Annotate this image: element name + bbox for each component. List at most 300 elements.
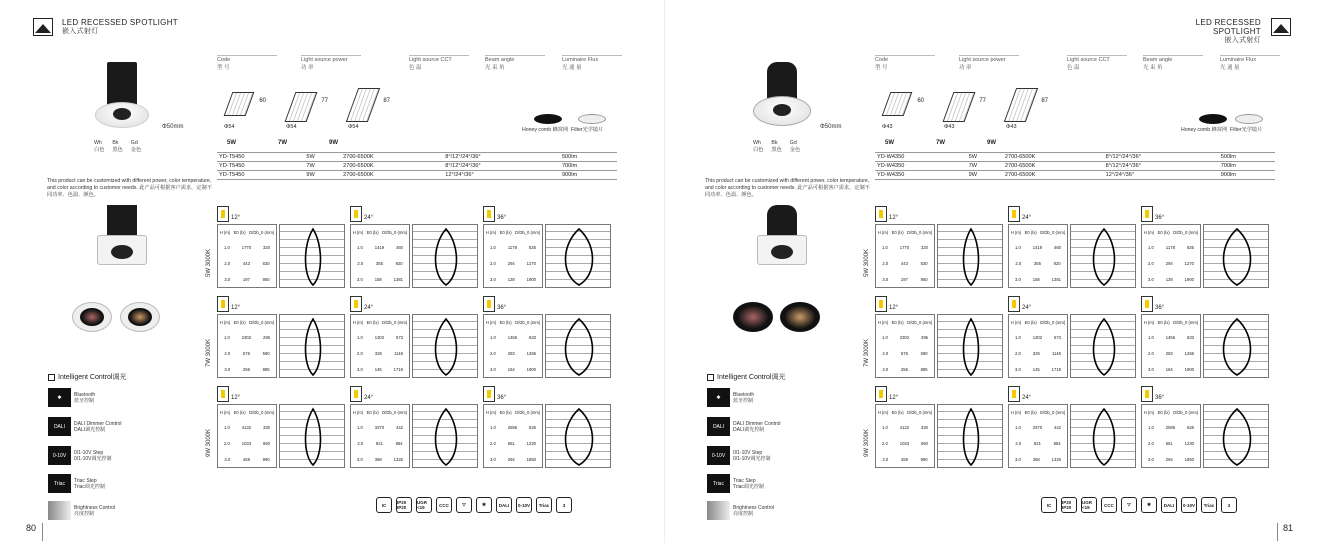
table-cell: 1326 xyxy=(1051,456,1061,462)
cert-icons xyxy=(376,497,572,513)
polar-curve xyxy=(279,404,345,468)
beam-icon xyxy=(1141,206,1153,222)
spec-table xyxy=(217,152,617,180)
control-bluetooth: ✱ Bluetooth 蓝牙控制 xyxy=(48,388,95,407)
table-cell: 633 xyxy=(529,334,536,340)
table-cell: 3.0 xyxy=(1014,456,1021,462)
table-cell: 1456 xyxy=(507,334,518,340)
table-cell: 128 xyxy=(1165,276,1173,282)
table-cell: 355 xyxy=(375,260,383,266)
table-header-cell: H (m) xyxy=(877,319,889,325)
table-cell: 633 xyxy=(1187,334,1194,340)
table-cell: 3.0 xyxy=(224,456,231,462)
beam-angle-label: 36° xyxy=(1155,215,1165,221)
table-row xyxy=(218,239,276,255)
triac-icon: Triac xyxy=(707,474,730,493)
table-cell: 294 xyxy=(1165,456,1173,462)
table-cell: 660 xyxy=(921,440,928,446)
row-label-5w: 5W 3000K xyxy=(206,248,213,278)
dim-drawing-5w: 60 Φ54 xyxy=(220,88,260,128)
spec-table xyxy=(875,152,1275,180)
table-cell: 1900 xyxy=(1184,276,1194,282)
photometric-cell xyxy=(217,296,347,380)
table-header-cell: H (m) xyxy=(1143,409,1155,415)
table-cell: 2302 xyxy=(899,334,910,340)
table-row: YD-T5450 9W 2700-6500K 12°/24°/36° 900lm xyxy=(217,171,617,180)
polar-curve xyxy=(545,314,611,378)
table-cell: 590 xyxy=(262,350,270,356)
watt-labels: 5W 7W 9W xyxy=(227,140,338,146)
photometric-cell xyxy=(1008,386,1138,470)
table-row xyxy=(1142,435,1200,451)
table-row xyxy=(218,361,276,377)
table-header-cell: D/Db_0 (mm) xyxy=(1040,319,1066,325)
table-row xyxy=(351,271,409,287)
table-header-cell: D/Db_0 (mm) xyxy=(907,319,933,325)
table-cell: 459 xyxy=(242,456,250,462)
table-cell: 460 xyxy=(396,244,403,250)
table-cell: 635 xyxy=(528,244,536,250)
table-cell: 3.0 xyxy=(1014,366,1021,372)
table-cell: 164 xyxy=(507,366,515,372)
table-cell: 950 xyxy=(920,276,928,282)
polar-curve xyxy=(1203,314,1269,378)
illuminance-table xyxy=(217,224,277,288)
beam-angle-label: 36° xyxy=(497,395,507,401)
beam-icon xyxy=(217,386,229,402)
table-header-cell: E0 (lx) xyxy=(499,229,512,235)
product-photo-top-a-core xyxy=(80,308,104,326)
cutout-size: Φ50mm xyxy=(162,124,184,130)
beam-angle-label: 24° xyxy=(1022,305,1032,311)
table-row xyxy=(1009,345,1067,361)
table-header-cell: H (m) xyxy=(1010,229,1022,235)
table-header-cell: H (m) xyxy=(485,319,497,325)
table-cell: 1719 xyxy=(1051,366,1061,372)
dimension-drawings xyxy=(220,88,390,130)
beam-icon xyxy=(875,206,887,222)
table-cell: 295 xyxy=(921,334,928,340)
table-cell: 3.0 xyxy=(356,276,363,282)
table-header-cell: E0 (lx) xyxy=(1157,229,1170,235)
table-cell: 197 xyxy=(900,276,908,282)
accessory-labels: Honey comb 蜂窝网 Filter光学镜片 xyxy=(1181,127,1263,133)
color-white: Wh 白色 xyxy=(753,140,764,153)
watt-labels: 5W 7W 9W xyxy=(885,140,996,146)
table-cell: 128 xyxy=(507,276,515,282)
table-cell: 661 xyxy=(1165,440,1173,446)
table-row xyxy=(1009,435,1067,451)
table-row xyxy=(351,361,409,377)
table-header-cell: H (m) xyxy=(219,319,231,325)
beam-angle-label: 24° xyxy=(1022,215,1032,221)
table-row xyxy=(876,255,934,271)
photometric-cell xyxy=(483,296,613,380)
beam-angle-label: 24° xyxy=(364,305,374,311)
table-cell: 635 xyxy=(1186,244,1194,250)
table-cell: 1230 xyxy=(1184,440,1194,446)
table-cell: 1.0 xyxy=(881,424,888,430)
color-options xyxy=(753,140,800,154)
table-cell: 3.0 xyxy=(882,456,889,462)
illuminance-table xyxy=(1141,404,1201,468)
table-header-cell: D/Db_0 (mm) xyxy=(515,319,541,325)
control-triac: Triac Triac Step Triac调光控制 xyxy=(707,474,764,493)
col-cct: Light source CCT 色 温 xyxy=(1067,55,1127,72)
left-page xyxy=(0,0,664,543)
table-row xyxy=(218,451,276,467)
table-row xyxy=(351,329,409,345)
table-cell: 1302 xyxy=(1032,334,1043,340)
table-cell: 885 xyxy=(262,366,270,372)
cert-icons xyxy=(1041,497,1237,513)
dim-drawing-5w: 60 Φ43 xyxy=(878,88,918,128)
table-header-cell: H (m) xyxy=(352,409,364,415)
table-row xyxy=(484,329,542,345)
table-cell: 1178 xyxy=(507,244,517,250)
table-cell: 884 xyxy=(1053,440,1061,446)
control-0-10v: 0-10V 0/1-10V Step 0/1-10V调光控制 xyxy=(48,446,112,465)
illuminance-table xyxy=(483,404,543,468)
table-row xyxy=(484,451,542,467)
beam-angle-label: 24° xyxy=(364,215,374,221)
certification-icon: UGR <19 xyxy=(1081,497,1097,513)
table-header-cell: D/Db_0 (mm) xyxy=(382,229,408,235)
table-cell: 197 xyxy=(242,276,250,282)
table-row xyxy=(484,255,542,271)
table-row xyxy=(1142,271,1200,287)
table-cell: 2.0 xyxy=(1147,260,1154,266)
table-row xyxy=(1142,361,1200,377)
table-header-cell: D/Db_0 (mm) xyxy=(249,409,275,415)
table-row xyxy=(1009,451,1067,467)
photometric-cell xyxy=(1141,296,1271,380)
photometric-cell xyxy=(875,296,1005,380)
table-cell: 294 xyxy=(507,456,515,462)
beam-icon xyxy=(217,296,229,312)
table-cell: 1456 xyxy=(1165,334,1176,340)
table-cell: 590 xyxy=(920,350,928,356)
table-row xyxy=(1142,329,1200,345)
table-header-cell: D/Db_0 (mm) xyxy=(382,319,408,325)
table-row xyxy=(351,451,409,467)
table-row: YD-W4350 7W 2700-6500K 8°/12°/24°/36° 700lm xyxy=(875,162,1275,171)
table-cell: 1900 xyxy=(526,366,536,372)
illuminance-table xyxy=(350,404,410,468)
table-cell: 2.0 xyxy=(223,440,230,446)
table-cell: 283 xyxy=(1165,350,1173,356)
table-cell: 355 xyxy=(1033,260,1041,266)
table-cell: 3.0 xyxy=(224,366,231,372)
beam-angle-label: 12° xyxy=(231,215,241,221)
polar-curve xyxy=(412,314,478,378)
table-cell: 1.0 xyxy=(1147,424,1154,430)
table-cell: 1.0 xyxy=(490,244,496,250)
certification-icon: CCC xyxy=(436,497,452,513)
table-header-cell: E0 (lx) xyxy=(891,229,904,235)
accessory-honeycomb xyxy=(534,114,562,124)
photometric-cell xyxy=(217,206,347,290)
certification-icon: IP20 IP20 xyxy=(396,497,412,513)
polar-curve xyxy=(279,314,345,378)
table-cell: 2.0 xyxy=(882,260,889,266)
cutout-size: Φ50mm xyxy=(820,124,842,130)
table-cell: 885 xyxy=(920,366,928,372)
polar-curve xyxy=(1070,404,1136,468)
table-cell: 442 xyxy=(396,424,403,430)
table-cell: 2.0 xyxy=(489,260,496,266)
table-cell: 2.0 xyxy=(489,350,496,356)
table-cell: 3.0 xyxy=(489,456,496,462)
color-black: Bk 黑色 xyxy=(112,140,123,153)
row-label-7w: 7W 3000K xyxy=(206,338,213,368)
table-cell: 2.0 xyxy=(882,350,889,356)
certification-icon: IC xyxy=(1041,497,1057,513)
table-cell: 1270 xyxy=(526,260,536,266)
dali-icon: DALI xyxy=(707,417,730,436)
beam-angle-label: 12° xyxy=(889,215,899,221)
table-cell: 1326 xyxy=(393,456,403,462)
table-header-cell: H (m) xyxy=(219,229,231,235)
table-cell: 1146 xyxy=(393,350,403,356)
table-row xyxy=(351,239,409,255)
table-header-cell: H (m) xyxy=(1143,229,1155,235)
table-row xyxy=(1009,239,1067,255)
beam-angle-label: 36° xyxy=(1155,305,1165,311)
certification-icon: CCC xyxy=(1101,497,1117,513)
table-cell: 368 xyxy=(374,456,382,462)
table-cell: 3370 xyxy=(1032,424,1043,430)
beam-icon xyxy=(350,386,362,402)
table-cell: 459 xyxy=(900,456,908,462)
table-cell: 3.0 xyxy=(882,366,889,372)
beam-icon xyxy=(483,296,495,312)
table-row xyxy=(1142,419,1200,435)
table-row xyxy=(1142,451,1200,467)
table-header-cell: E0 (lx) xyxy=(366,409,379,415)
table-cell: 368 xyxy=(1032,456,1040,462)
certification-icon: ✱ xyxy=(1141,497,1157,513)
table-row xyxy=(218,435,276,451)
table-cell: 573 xyxy=(396,334,403,340)
page-header: LED RECESSED SPOTLIGHT 嵌入式射灯 xyxy=(1195,18,1261,44)
table-cell: 320 xyxy=(263,244,270,250)
beam-icon xyxy=(1008,386,1020,402)
table-cell: 3.0 xyxy=(224,276,231,282)
col-beam: Beam angle 光 束 角 xyxy=(1143,55,1203,72)
certification-icon: ✱ xyxy=(476,497,492,513)
color-black: Bk 黑色 xyxy=(771,140,782,153)
table-cell: 1.0 xyxy=(881,334,888,340)
table-cell: 1033 xyxy=(899,440,910,446)
photometric-cell xyxy=(350,206,480,290)
custom-note: This product can be customized with different power, color temperature, and color according to customer needs. 此产品可根据客户需求，定制不同功率、色温、颜色。 xyxy=(705,178,870,198)
table-cell: 3.0 xyxy=(1147,366,1154,372)
col-power: Light source power 功 率 xyxy=(959,55,1019,72)
col-beam: Beam angle 光 束 角 xyxy=(485,55,545,72)
color-options xyxy=(94,140,141,154)
beam-icon xyxy=(1008,296,1020,312)
custom-note: This product can be customized with different power, color temperature, and color according to customer needs. 此产品可根据客户需求，定制不同功率、色温、颜色。 xyxy=(47,178,212,198)
table-cell: 443 xyxy=(900,260,908,266)
table-header-cell: E0 (lx) xyxy=(891,319,904,325)
table-row: YD-W4350 5W 2700-6500K 8°/12°/24°/36° 500lm xyxy=(875,153,1275,162)
dali-icon: DALI xyxy=(48,417,71,436)
table-row xyxy=(876,329,934,345)
table-cell: 158 xyxy=(374,276,382,282)
table-row xyxy=(484,345,542,361)
beam-angle-label: 24° xyxy=(364,395,374,401)
square-icon xyxy=(707,374,714,381)
table-row xyxy=(876,361,934,377)
table-header-cell: D/Db_0 (mm) xyxy=(515,409,541,415)
color-gold: Gd 金色 xyxy=(130,140,142,153)
table-cell: 3.0 xyxy=(1014,276,1021,282)
table-cell: 1.0 xyxy=(356,244,363,250)
certification-icon: 0-10V xyxy=(516,497,532,513)
illuminance-table xyxy=(1141,314,1201,378)
beam-angle-label: 12° xyxy=(889,305,899,311)
table-cell: 990 xyxy=(262,456,270,462)
table-cell: 1381 xyxy=(393,276,403,282)
beam-angle-label: 12° xyxy=(231,395,241,401)
dim-drawing-9w: 87 Φ43 xyxy=(1002,88,1042,128)
table-cell: 1.0 xyxy=(1014,244,1021,250)
photometric-cell xyxy=(875,206,1005,290)
table-cell: 2.0 xyxy=(224,350,231,356)
table-cell: 1146 xyxy=(1051,350,1061,356)
illuminance-table xyxy=(483,224,543,288)
table-header-cell: H (m) xyxy=(352,319,364,325)
polar-curve xyxy=(279,224,345,288)
photometric-cell xyxy=(350,296,480,380)
row-label-9w: 9W 3000K xyxy=(864,428,871,458)
table-cell: 2595 xyxy=(507,424,518,430)
table-cell: 821 xyxy=(1033,440,1041,446)
table-row xyxy=(218,271,276,287)
table-cell: 821 xyxy=(375,440,383,446)
brand-logo-icon xyxy=(1271,18,1291,36)
table-row xyxy=(876,239,934,255)
table-header-cell: D/Db_0 (mm) xyxy=(1040,229,1066,235)
beam-angle-label: 36° xyxy=(1155,395,1165,401)
table-cell: 256 xyxy=(900,366,908,372)
table-row xyxy=(351,255,409,271)
table-header-cell: E0 (lx) xyxy=(1024,409,1037,415)
accessory-labels: Honey comb 蜂窝网 Filter光学镜片 xyxy=(522,127,604,133)
table-cell: 2.0 xyxy=(1015,260,1022,266)
photometric-cell xyxy=(350,386,480,470)
table-header-cell: D/Db_0 (mm) xyxy=(1173,229,1199,235)
table-cell: 330 xyxy=(921,424,928,430)
table-header-cell: H (m) xyxy=(1010,409,1022,415)
beam-angle-label: 12° xyxy=(231,305,241,311)
photometric-cell xyxy=(1141,206,1271,290)
table-cell: 1900 xyxy=(1184,366,1194,372)
dim-drawing-7w: 77 Φ54 xyxy=(282,88,322,128)
col-power: Light source power 功 率 xyxy=(301,55,361,72)
beam-angle-label: 36° xyxy=(497,215,507,221)
product-photo-top-a xyxy=(733,302,773,332)
table-cell: 630 xyxy=(262,260,270,266)
polar-curve xyxy=(412,404,478,468)
certification-icon: IP20 IP20 xyxy=(1061,497,1077,513)
table-cell: 626 xyxy=(529,424,536,430)
table-cell: 1302 xyxy=(374,334,385,340)
table-cell: 158 xyxy=(1032,276,1040,282)
table-cell: 3.0 xyxy=(489,276,496,282)
table-header-cell: D/Db_0 (mm) xyxy=(249,319,275,325)
beam-icon xyxy=(1141,386,1153,402)
bluetooth-icon: ✱ xyxy=(48,388,71,407)
accessory-filter xyxy=(578,114,606,124)
dimmer-0-10v-icon: 0-10V xyxy=(707,446,730,465)
table-cell: 626 xyxy=(1187,424,1194,430)
table-header-cell: E0 (lx) xyxy=(1024,229,1037,235)
illuminance-table xyxy=(1008,314,1068,378)
photometric-cell xyxy=(1141,386,1271,470)
dimmer-0-10v-icon: 0-10V xyxy=(48,446,71,465)
table-header-cell: H (m) xyxy=(485,229,497,235)
table-cell: 164 xyxy=(1165,366,1173,372)
table-cell: 1419 xyxy=(1032,244,1043,250)
row-label-7w: 7W 3000K xyxy=(864,338,871,368)
beam-icon xyxy=(350,296,362,312)
table-cell: 294 xyxy=(507,260,515,266)
table-header-cell: E0 (lx) xyxy=(891,409,904,415)
table-header-cell: E0 (lx) xyxy=(499,409,512,415)
illuminance-table xyxy=(875,224,935,288)
table-cell: 1.0 xyxy=(881,244,888,250)
table-cell: 990 xyxy=(920,456,928,462)
illuminance-table xyxy=(875,314,935,378)
control-dali: DALI DALI Dimmer Control DALI调光控制 xyxy=(707,417,781,436)
accessory-filter xyxy=(1235,114,1263,124)
table-cell: 1719 xyxy=(393,366,403,372)
table-cell: 1270 xyxy=(1184,260,1194,266)
table-row xyxy=(351,345,409,361)
illuminance-table xyxy=(217,314,277,378)
photometric-cell xyxy=(875,386,1005,470)
table-row xyxy=(1009,329,1067,345)
square-icon xyxy=(48,374,55,381)
page-number: 81 xyxy=(1283,523,1294,533)
table-cell: 320 xyxy=(921,244,928,250)
brand-logo-icon xyxy=(33,18,53,36)
col-code: Code 型 号 xyxy=(217,55,277,72)
polar-curve xyxy=(1070,224,1136,288)
triac-icon: Triac xyxy=(48,474,71,493)
beam-angle-label: 36° xyxy=(497,305,507,311)
table-cell: 1.0 xyxy=(223,244,230,250)
certification-icon: ▽ xyxy=(1121,497,1137,513)
certification-icon: 3 xyxy=(556,497,572,513)
table-cell: 2.0 xyxy=(357,440,364,446)
table-row xyxy=(484,435,542,451)
table-cell: 294 xyxy=(1165,260,1173,266)
certification-icon: UGR <19 xyxy=(416,497,432,513)
table-row xyxy=(1009,271,1067,287)
table-cell: 661 xyxy=(507,440,515,446)
certification-icon: DALI xyxy=(1161,497,1177,513)
brightness-icon xyxy=(707,501,730,520)
table-cell: 3.0 xyxy=(356,456,363,462)
table-row: YD-T5450 7W 2700-6500K 8°/12°/24°/36° 700lm xyxy=(217,162,617,171)
table-cell: 1033 xyxy=(241,440,252,446)
polar-curve xyxy=(937,404,1003,468)
table-header-cell: H (m) xyxy=(485,409,497,415)
photometric-cell xyxy=(217,386,347,470)
